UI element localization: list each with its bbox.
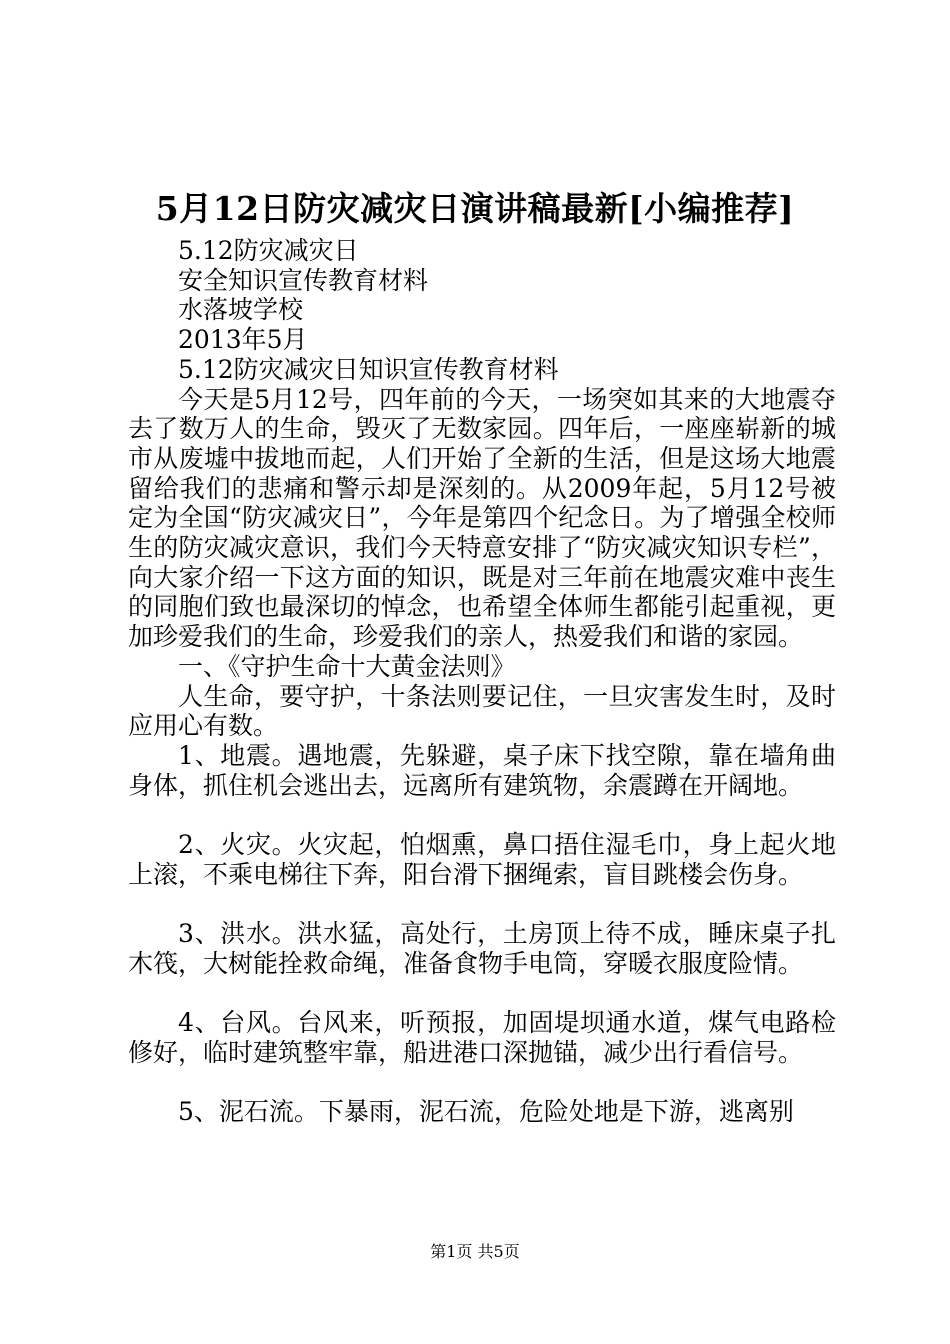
document-body bbox=[128, 236, 836, 1127]
document-title: 5月12日防灾减灾日演讲稿最新[小编推荐] bbox=[155, 189, 795, 228]
body-paragraph: 人生命，要守护，十条法则要记住，一旦灾害发生时，及时应用心有数。 bbox=[128, 681, 836, 741]
rule-paragraph: 4、台风。台风来，听预报，加固堤坝通水道，煤气电路检修好，临时建筑整牢靠，船进港口深抛锚，减少出行看信号。 bbox=[128, 1008, 836, 1067]
document-date: 2013年5月 bbox=[178, 325, 308, 355]
rule-paragraph: 2、火灾。火灾起，怕烟熏，鼻口捂住湿毛巾，身上起火地上滚，不乘电梯往下奔，阳台滑下捆绳索，盲目跳楼会伤身。 bbox=[128, 830, 836, 889]
subtitle-line: 5.12防灾减灾日 bbox=[178, 236, 359, 265]
body-paragraph: 今天是5月12号，四年前的今天，一场突如其来的大地震夺去了数万人的生命，毁灭了无数家园。四年后，一座座崭新的城市从废墟中拔地而起，人们开始了全新的生活，但是这场大地震留给我们的悲痛和警示却是深刻的。从2009年起，5月12号被定为全国“防灾减灾日”，今年是第四个纪念日。为了增强全校师生的防灾减灾意识，我们今天特意安排了“防灾减灾知识专栏”，向大家介绍一下这方面的知识，既是对三年前在地震灾难中丧生的同胞们致也最深切的悼念，也希望全体师生都能引起重视，更加珍爱我们的生命，珍爱我们的亲人，热爱我们和谐的家园。 bbox=[128, 384, 836, 652]
blank-line bbox=[128, 979, 836, 1009]
blank-line bbox=[128, 800, 836, 830]
blank-line bbox=[128, 889, 836, 919]
school-name: 水落坡学校 bbox=[178, 295, 304, 325]
rule-paragraph: 1、地震。遇地震，先躲避，桌子床下找空隙，靠在墙角曲身体，抓住机会逃出去，远离所有建筑物，余震蹲在开阔地。 bbox=[128, 740, 836, 800]
section-heading: 5.12防灾减灾日知识宣传教育材料 bbox=[178, 354, 559, 384]
rule-paragraph: 5、泥石流。下暴雨，泥石流，危险处地是下游，逃离别 bbox=[178, 1097, 794, 1127]
subtitle-line: 安全知识宣传教育材料 bbox=[178, 265, 429, 295]
section-heading: 一、《守护生命十大黄金法则》 bbox=[178, 651, 516, 681]
rule-paragraph: 3、洪水。洪水猛，高处行，土房顶上待不成，睡床桌子扎木筏，大树能拴救命绳，准备食物手电筒，穿暖衣服度险情。 bbox=[128, 919, 836, 978]
blank-line bbox=[128, 1068, 836, 1098]
page-footer: 第1页 共5页 bbox=[430, 1242, 520, 1261]
